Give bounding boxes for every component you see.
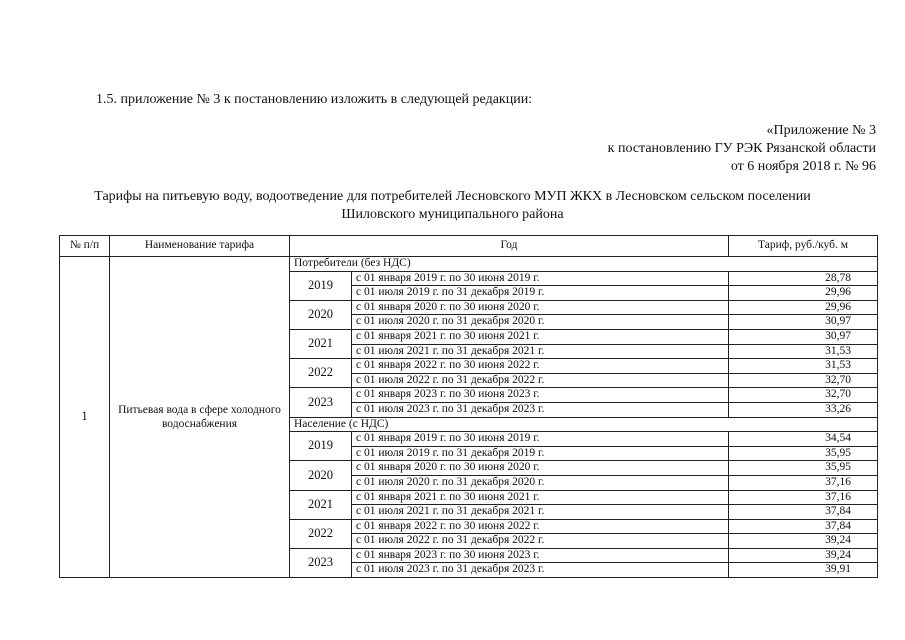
- period-cell: с 01 января 2023 г. по 30 июня 2023 г.: [352, 388, 729, 403]
- tariff-value-cell: 37,84: [729, 519, 878, 534]
- amendment-intro: 1.5. приложение № 3 к постановлению изложить в следующей редакции:: [96, 92, 533, 107]
- tariff-name: Питьевая вода в сфере холодного водоснабжения: [110, 257, 290, 578]
- period-cell: с 01 июля 2019 г. по 31 декабря 2019 г.: [352, 446, 729, 461]
- period-cell: с 01 января 2023 г. по 30 июня 2023 г.: [352, 548, 729, 563]
- tariff-value-cell: 29,96: [729, 300, 878, 315]
- year-cell: 2021: [290, 490, 352, 519]
- period-cell: с 01 января 2022 г. по 30 июня 2022 г.: [352, 519, 729, 534]
- year-cell: 2023: [290, 548, 352, 577]
- period-cell: с 01 июля 2019 г. по 31 декабря 2019 г.: [352, 286, 729, 301]
- tariff-value-cell: 32,70: [729, 388, 878, 403]
- header-year: Год: [290, 236, 729, 257]
- year-cell: 2021: [290, 329, 352, 358]
- tariff-value-cell: 33,26: [729, 402, 878, 417]
- tariff-value-cell: 35,95: [729, 446, 878, 461]
- title-line-2: Шиловского муниципального района: [341, 207, 564, 222]
- tariff-value-cell: 31,53: [729, 359, 878, 374]
- appendix-line-1: «Приложение № 3: [766, 123, 876, 138]
- tariff-value-cell: 28,78: [729, 271, 878, 286]
- group-row: [60, 257, 878, 272]
- tariff-value-cell: 37,84: [729, 505, 878, 520]
- year-cell: 2023: [290, 388, 352, 417]
- period-cell: с 01 июля 2023 г. по 31 декабря 2023 г.: [352, 563, 729, 578]
- tariff-value-cell: 39,24: [729, 534, 878, 549]
- header-number: № п/п: [60, 236, 110, 257]
- tariff-value-cell: 34,54: [729, 432, 878, 447]
- row-number: 1: [60, 257, 110, 578]
- tariff-table: [59, 235, 878, 578]
- period-cell: с 01 июля 2020 г. по 31 декабря 2020 г.: [352, 475, 729, 490]
- period-cell: с 01 июля 2023 г. по 31 декабря 2023 г.: [352, 402, 729, 417]
- period-cell: с 01 января 2019 г. по 30 июня 2019 г.: [352, 432, 729, 447]
- year-cell: 2019: [290, 271, 352, 300]
- period-cell: с 01 июля 2022 г. по 31 декабря 2022 г.: [352, 534, 729, 549]
- tariff-value-cell: 35,95: [729, 461, 878, 476]
- tariff-value-cell: 39,24: [729, 548, 878, 563]
- period-cell: с 01 января 2020 г. по 30 июня 2020 г.: [352, 300, 729, 315]
- tariff-value-cell: 31,53: [729, 344, 878, 359]
- period-cell: с 01 июля 2021 г. по 31 декабря 2021 г.: [352, 505, 729, 520]
- period-cell: с 01 января 2020 г. по 30 июня 2020 г.: [352, 461, 729, 476]
- document-title: [0, 188, 905, 224]
- tariff-value-cell: 30,97: [729, 315, 878, 330]
- year-cell: 2022: [290, 519, 352, 548]
- table-header-row: [60, 236, 878, 257]
- header-tariff-value: Тариф, руб./куб. м: [729, 236, 878, 257]
- consumer-group-label: Население (с НДС): [290, 417, 878, 432]
- period-cell: с 01 июля 2020 г. по 31 декабря 2020 г.: [352, 315, 729, 330]
- tariff-value-cell: 29,96: [729, 286, 878, 301]
- year-cell: 2020: [290, 461, 352, 490]
- header-tariff-name: Наименование тарифа: [110, 236, 290, 257]
- year-cell: 2020: [290, 300, 352, 329]
- tariff-value-cell: 37,16: [729, 490, 878, 505]
- title-line-1: Тарифы на питьевую воду, водоотведение для потребителей Лесновского МУП ЖКХ в Лесновском сельском поселении: [94, 189, 811, 204]
- period-cell: с 01 января 2021 г. по 30 июня 2021 г.: [352, 490, 729, 505]
- appendix-reference: [608, 122, 876, 176]
- tariff-value-cell: 37,16: [729, 475, 878, 490]
- consumer-group-label: Потребители (без НДС): [290, 257, 878, 272]
- appendix-line-3: от 6 ноября 2018 г. № 96: [730, 159, 876, 174]
- tariff-value-cell: 32,70: [729, 373, 878, 388]
- tariff-value-cell: 30,97: [729, 329, 878, 344]
- period-cell: с 01 января 2021 г. по 30 июня 2021 г.: [352, 329, 729, 344]
- period-cell: с 01 июля 2021 г. по 31 декабря 2021 г.: [352, 344, 729, 359]
- period-cell: с 01 января 2022 г. по 30 июня 2022 г.: [352, 359, 729, 374]
- year-cell: 2022: [290, 359, 352, 388]
- appendix-line-2: к постановлению ГУ РЭК Рязанской области: [607, 141, 876, 156]
- year-cell: 2019: [290, 432, 352, 461]
- period-cell: с 01 января 2019 г. по 30 июня 2019 г.: [352, 271, 729, 286]
- tariff-value-cell: 39,91: [729, 563, 878, 578]
- period-cell: с 01 июля 2022 г. по 31 декабря 2022 г.: [352, 373, 729, 388]
